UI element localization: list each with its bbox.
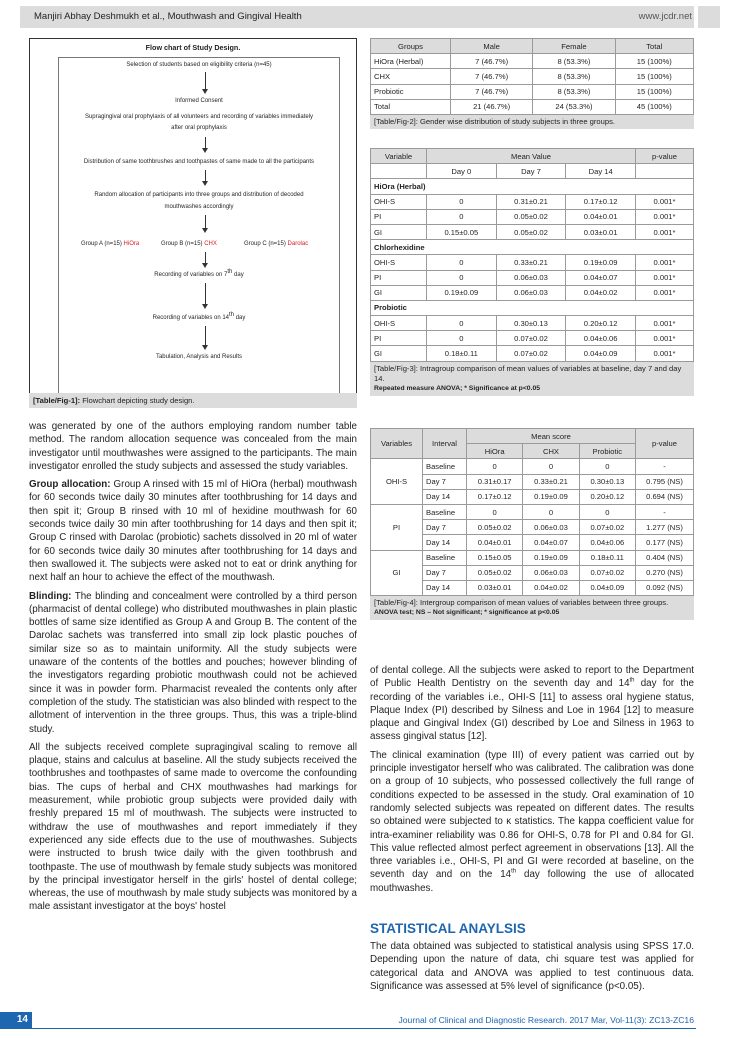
flowchart-title: Flow chart of Study Design. [145,43,241,52]
paragraph-blinding: Blinding: The blinding and concealment were controlled by a third person (pharmacist of dental college) who distributed mouthwashes in plain plastic bottles of same size identified as Group A and Group B. The content of the Darolac sachets was transferred into small zip lock plastic pouches of similar size so as to maintain uniformity. All the study subjects were unaware of the contents of the bottles and pouches; however blinding of the investigators regarding probiotic mouthwash could not be achieved since it was in powder form. Pharmacist revealed the contents only after completion of the study. The statistician was also blinded with respect to the allotment of intervention in the three groups. Thus, this was a triple-blind study. [29,590,358,735]
page-number: 14 [0,1012,32,1029]
intragroup-comparison-table [370,148,694,362]
running-header [0,0,732,30]
flowchart-step-day14: Recording of variables on 14th day [152,312,246,321]
table-row: GI 0.15±0.05 0.05±0.02 0.03±0.01 0.001* [371,224,694,239]
table-fig-4 [370,428,694,620]
variable-label: GI [371,550,423,596]
table3-caption: [Table/Fig-3]: Intragroup comparison of mean values of variables at baseline, day 7 and day 14. Repeated measure ANOVA; * Significance at p<0.05 [370,362,694,396]
header-tab [698,6,720,28]
table-row: Probiotic 7 (46.7%) 8 (53.3%) 15 (100%) [371,84,694,99]
flowchart-figure [29,38,357,408]
flowchart-step-consent: Informed Consent [175,98,223,104]
column-header: Variables [371,429,423,459]
table-row: GI 0.18±0.11 0.07±0.02 0.04±0.09 0.001* [371,346,694,361]
table-row: PI 0 0.05±0.02 0.04±0.01 0.001* [371,209,694,224]
paragraph: of dental college. All the subjects were asked to report to the Department of Public Health Dentistry on the seventh day and 14th day for the recording of the variables i.e., OHI-S [11] to assess oral hygiene status, Plaque Index (PI) described by Silness and Loe in 1964 [12] to measure plaque and Gingival Index (GI) described by Loe and Silness in 1963 to assess gingival status [12]. [370,665,694,743]
column-header: Probiotic [579,444,635,459]
column-header: p-value [636,429,694,459]
paragraph-group-allocation: Group allocation: Group A rinsed with 15 ml of HiOra (herbal) mouthwash for 60 seconds twice daily 30 minutes after toothbrushing for 14 days and then spit it; Group B rinsed with 10 ml of hexidine mouthwash for 60 seconds twice daily 30 min after toothbrushing for 14 days and then spit it; Group C rinsed with Darolac (probiotic) sachets dissolved in 20 ml of water for 60 seconds twice daily 30 minutes after toothbrushing for 14 days and then swallowed it. The subjects were asked not to eat or drink anything for next half an hour to achieve the effect of the mouthwash. [29,479,357,584]
footer-rule [32,1028,696,1029]
variable-label: OHI-S [371,459,423,505]
flowchart-step-allocation-2: mouthwashes accordingly [164,204,234,210]
table-row: Day 14 0.04±0.01 0.04±0.07 0.04±0.06 0.177 (NS) [371,535,694,550]
table-row: CHX 7 (46.7%) 8 (53.3%) 15 (100%) [371,69,694,84]
table-row: Day 14 0.03±0.01 0.04±0.02 0.04±0.09 0.092 (NS) [371,580,694,595]
flowchart-group-b: Group B (n=15) CHX [161,241,217,247]
day-header: Day 0 [427,164,497,179]
table-fig-3 [370,148,694,396]
table-row: Day 7 0.05±0.02 0.06±0.03 0.07±0.02 0.270 (NS) [371,565,694,580]
table-row: Day 7 0.05±0.02 0.06±0.03 0.07±0.02 1.277 (NS) [371,520,694,535]
table-row: OHI-S 0 0.33±0.21 0.19±0.09 0.001* [371,255,694,270]
paragraph: was generated by one of the authors employing random number table method. The random allocation sequence was concealed from the main investigator until mouthwashes were assigned to the participants. The main investigator enrolled the study subjects and assessed the study variables. [29,421,357,472]
column-header: Groups [371,39,451,54]
table4-caption: [Table/Fig-4]: Intergroup comparison of mean values of variables between three groups. ANOVA test; NS – Not significant; * significance at p<0.05 [370,596,694,620]
column-header: Variable [371,149,427,164]
group-subheading: Chlorhexidine [371,240,694,255]
column-header: Male [451,39,533,54]
flow-arrow [205,252,206,266]
paragraph: The data obtained was subjected to statistical analysis using SPSS 17.0. Depending upon the nature of data, chi square test was applied for categorical data and ANOVA was applied to test continuous data. Significance was assessed at 5% level of significance (p<0.05). [370,941,694,992]
right-text-column [370,664,694,900]
flowchart-step-tabulation: Tabulation, Analysis and Results [155,354,243,360]
column-header: Female [533,39,615,54]
flow-arrow [205,215,206,231]
flowchart-step-day7: Recording of variables on 7th day [154,269,244,278]
column-header: CHX [523,444,579,459]
flowchart-step-prophylaxis: Supragingival oral prophylaxis of all volunteers and recording of variables immediately [84,114,314,120]
flow-arrow [205,137,206,151]
column-header: Mean Value [427,149,636,164]
column-header: Mean score [467,429,636,444]
flowchart-step-allocation: Random allocation of participants into three groups and distribution of decoded [94,192,304,198]
table2-caption: [Table/Fig-2]: Gender wise distribution of study subjects in three groups. [370,115,694,129]
flow-arrow [205,170,206,184]
table-row: Day 14 0.17±0.12 0.19±0.09 0.20±0.12 0.694 (NS) [371,489,694,504]
journal-citation: Journal of Clinical and Diagnostic Research. 2017 Mar, Vol-11(3): ZC13-ZC16 [398,1015,694,1025]
flowchart-step-selection: Selection of students based on eligibility criteria (n=45) [126,62,272,68]
gender-distribution-table [370,38,694,115]
intergroup-comparison-table [370,428,694,596]
table-row: OHI-S 0 0.31±0.21 0.17±0.12 0.001* [371,194,694,209]
table-fig-2 [370,38,694,129]
flowchart-group-a: Group A (n=15) HiOra [81,241,140,247]
right-text-column-lower [370,940,694,998]
section-heading-statistical-analysis: STATISTICAL ANAYLSIS [370,921,526,936]
header-website-link[interactable]: www.jcdr.net [638,11,692,22]
flow-arrow [205,72,206,92]
group-subheading: HiOra (Herbal) [371,179,694,194]
table-row: GI 0.19±0.09 0.06±0.03 0.04±0.02 0.001* [371,285,694,300]
group-subheading: Probiotic [371,300,694,315]
flowchart-step-distribution: Distribution of same toothbrushes and toothpastes of same made to all the participants [83,159,315,165]
table-row: Day 7 0.31±0.17 0.33±0.21 0.30±0.13 0.795 (NS) [371,474,694,489]
column-header: Interval [423,429,467,459]
flowchart-frame [58,57,340,397]
left-text-column [29,420,357,919]
day-header: Day 14 [566,164,636,179]
paragraph: The clinical examination (type III) of every patient was carried out by principle investigator herself who was calibrated. The calibration was done on a group of 10 subjects, who possessed collectively the full range of conditions expected to be assessed in the study. Oral examination of 10 randomly selected subjects was repeated on different dates. The results so obtained were subjected to κ statistics. The kappa coefficient value for intra-examiner reliability was 0.86 for OHI-S, 0.78 for PI and 0.84 for GI. This value reflected almost perfect agreement in observations [13]. All the three variables i.e., OHI-S, PI and GI were recorded at baseline, on the seventh day and on the 14th day following the use of allocated mouthwashes. [370,749,694,894]
table-row: Total 21 (46.7%) 24 (53.3%) 45 (100%) [371,99,694,114]
header-authors: Manjiri Abhay Deshmukh et al., Mouthwash and Gingival Health [34,11,302,22]
table-row: PI Baseline 0 0 0 - [371,504,694,519]
table-row: OHI-S Baseline 0 0 0 - [371,459,694,474]
table-row: HiOra (Herbal) 7 (46.7%) 8 (53.3%) 15 (100%) [371,54,694,69]
table-row: GI Baseline 0.15±0.05 0.19±0.09 0.18±0.11 0.404 (NS) [371,550,694,565]
column-header: p-value [636,149,694,164]
flowchart-step-prophylaxis-2: after oral prophylaxis [171,125,227,131]
table-row: PI 0 0.07±0.02 0.04±0.06 0.001* [371,331,694,346]
variable-label: PI [371,504,423,550]
flow-arrow [205,326,206,348]
column-header: Total [615,39,693,54]
table-row: OHI-S 0 0.30±0.13 0.20±0.12 0.001* [371,316,694,331]
paragraph: All the subjects received complete supragingival scaling to remove all plaque, stains and calculus at baseline. All the study subjects received the toothbrushes and toothpastes of same made to overcome the confounding bias. The cups of herbal and CHX mouthwashes had markings for measurement, while probiotic group subjects were provided daily with freshly prepared 15 ml of mouthwash. The subjects were instructed to withdraw the use of mouthwashes and report immediately if they experienced any side effects due to the use of mouthwashes. Subjects were instructed to brush twice daily with the given toothbrush and toothpaste. The use of mouthwash by female study subjects was monitored by the principal investigator herself in the girls' hostel of dental college; whereas, the use of mouthwash by male study subjects was monitored by a male assistant investigator at the boys' hostel [29,741,357,913]
day-header: Day 7 [496,164,566,179]
figure1-caption: [Table/Fig-1]: Flowchart depicting study design. [29,393,357,408]
flow-arrow [205,283,206,307]
table-row: PI 0 0.06±0.03 0.04±0.07 0.001* [371,270,694,285]
flowchart-group-c: Group C (n=15) Darolac [244,241,309,247]
column-header: HiOra [467,444,523,459]
